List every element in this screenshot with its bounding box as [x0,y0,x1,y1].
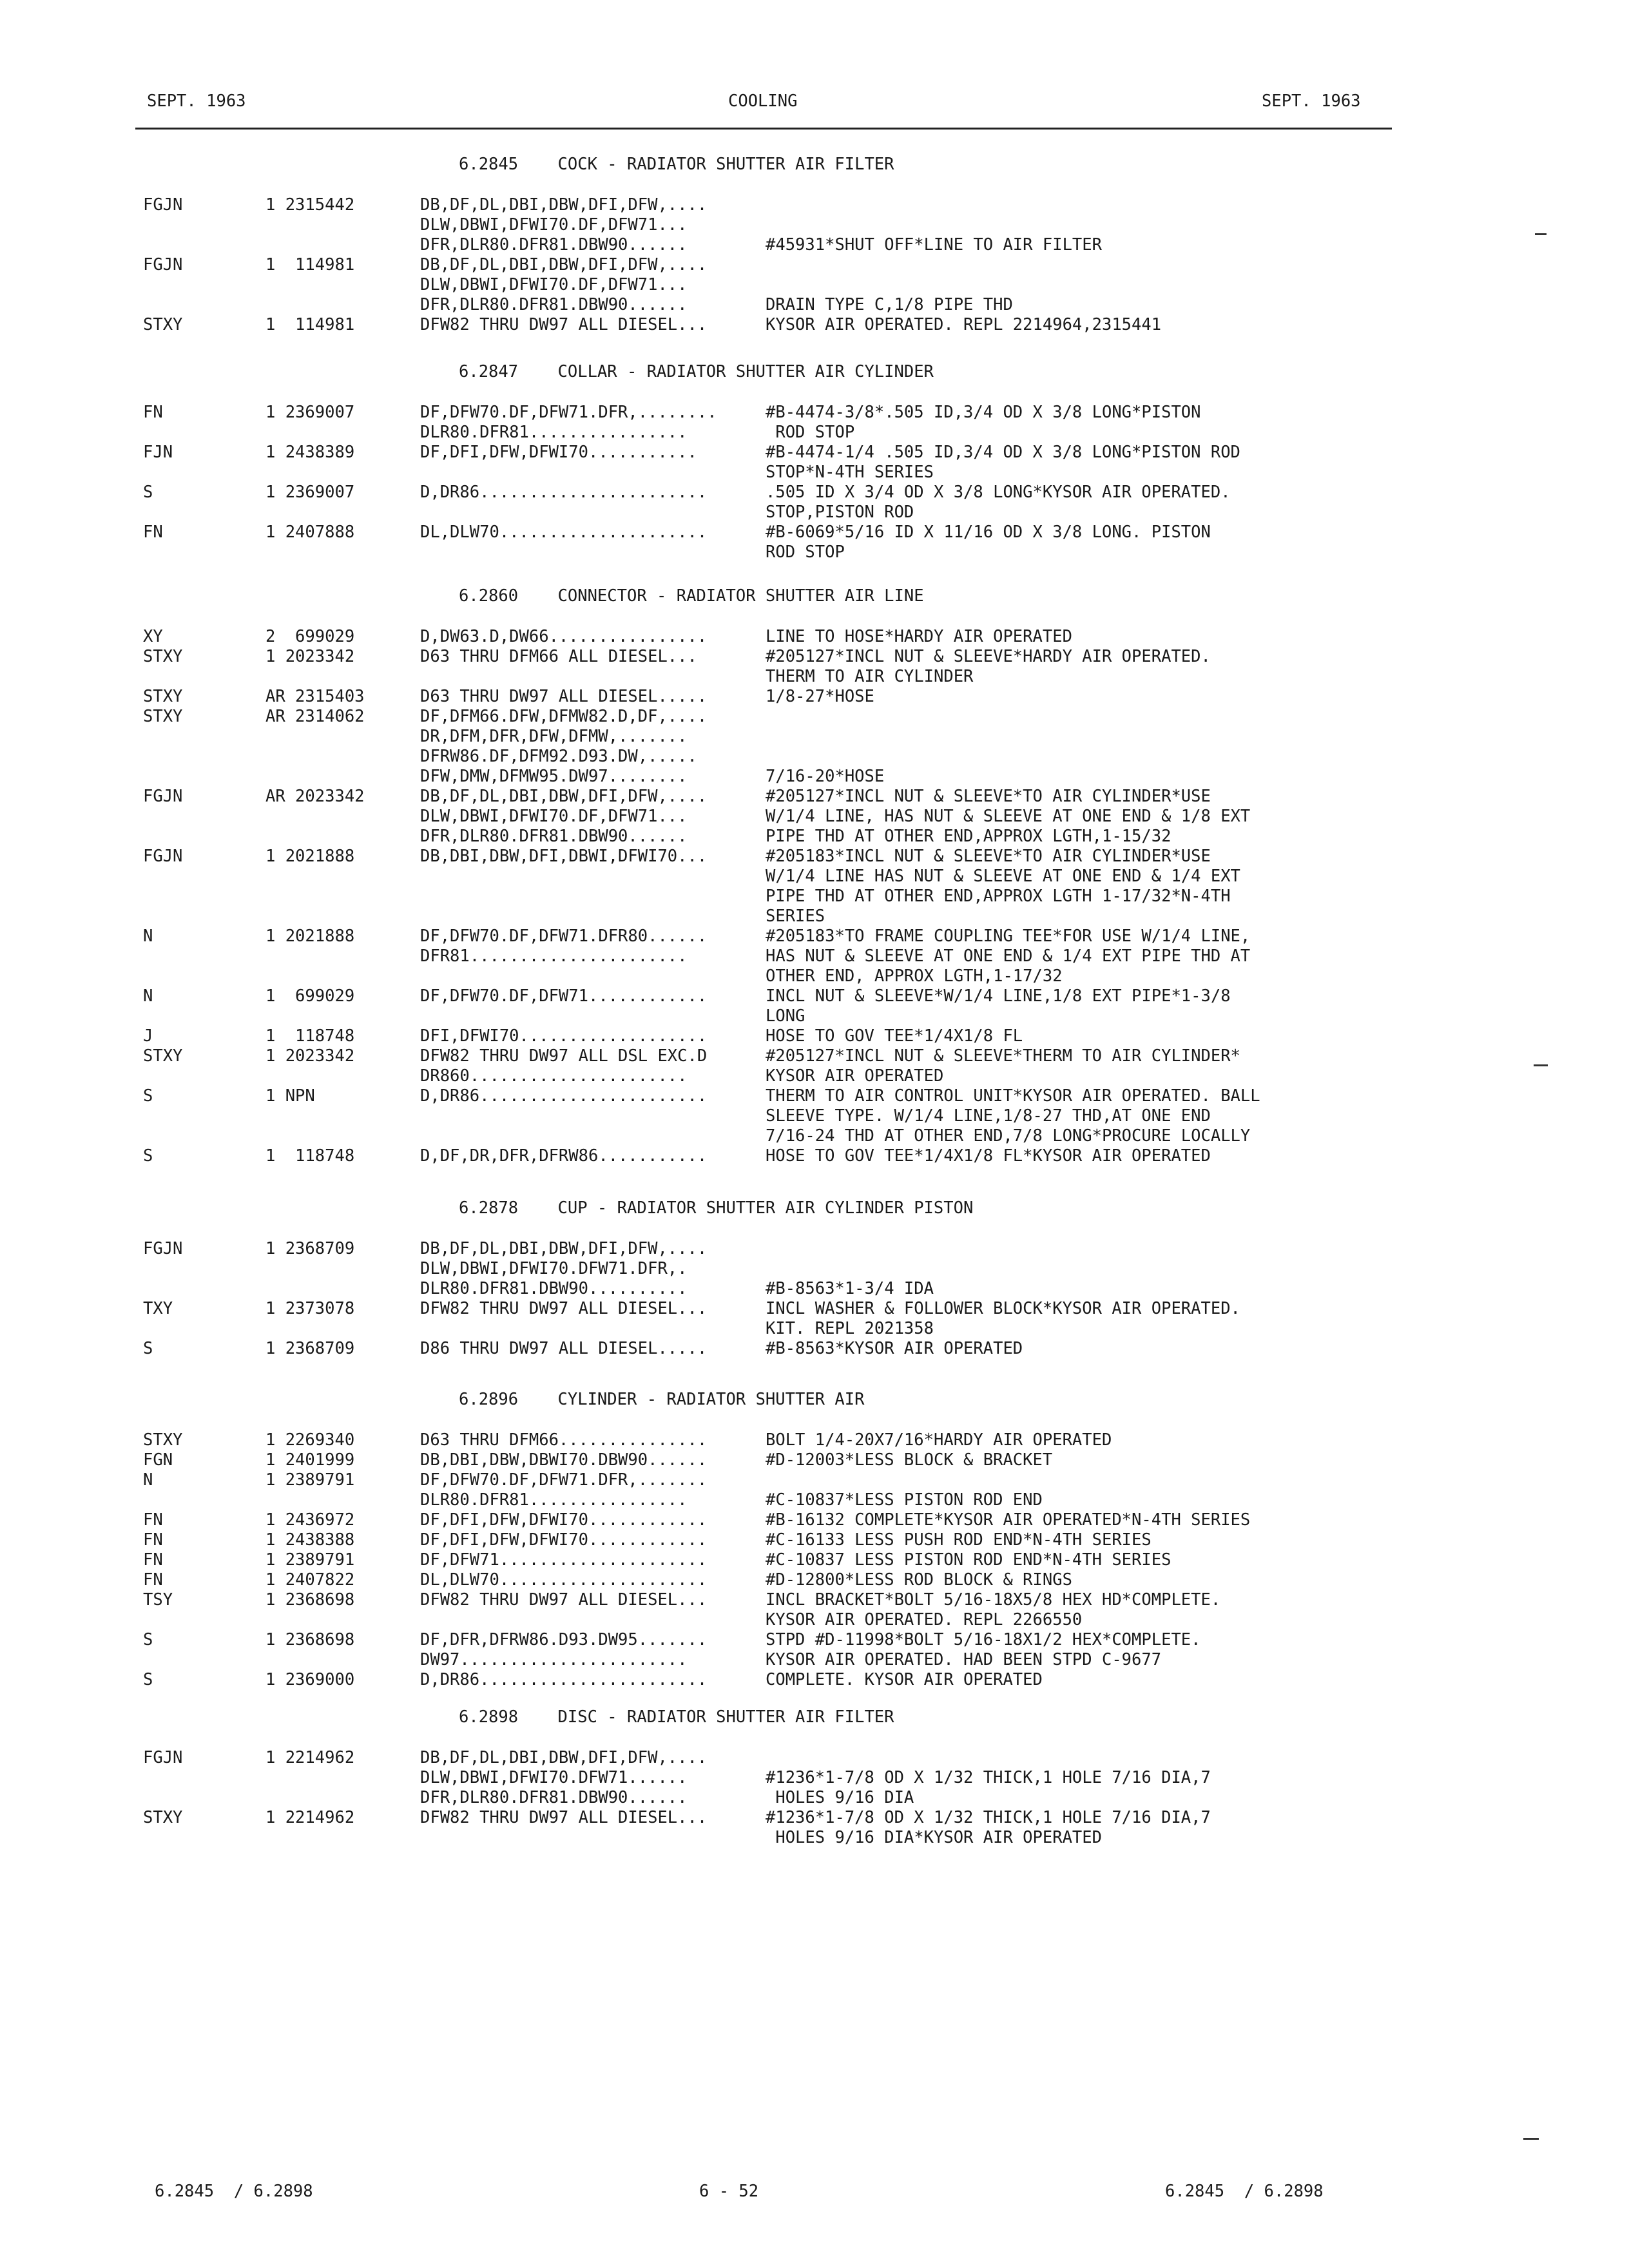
description: THERM TO AIR CYLINDER [766,667,974,686]
model-applicability: DLW,DBWI,DFWI70.DF,DFW71... [420,807,688,826]
quantity-part-number: 1 2368698 [265,1630,355,1649]
model-applicability: DFW82 THRU DW97 ALL DIESEL... [420,1590,708,1610]
quantity-part-number: 1 118748 [265,1146,355,1166]
row-codes: FN [143,403,163,422]
row-codes: S [143,1630,153,1649]
row-codes: FN [143,1550,163,1570]
description: ROD STOP [766,423,855,442]
model-applicability: DB,DBI,DBW,DFI,DBWI,DFWI70... [420,847,708,866]
scan-mark [1534,1064,1548,1066]
model-applicability: DF,DFI,DFW,DFWI70............ [420,1510,708,1530]
model-applicability: DFI,DFWI70................... [420,1026,708,1046]
description: KYSOR AIR OPERATED. REPL 2266550 [766,1610,1083,1629]
row-codes: FGJN [143,195,183,215]
model-applicability: DFR,DLR80.DFR81.DBW90...... [420,827,688,846]
model-applicability: DLR80.DFR81................ [420,423,688,442]
section-title: 6.2898 DISC - RADIATOR SHUTTER AIR FILTER [459,1707,894,1727]
description: SLEEVE TYPE. W/1/4 LINE,1/8-27 THD,AT ONE END [766,1106,1211,1126]
model-applicability: D,DR86....................... [420,1086,708,1106]
row-codes: FGJN [143,787,183,806]
model-applicability: D63 THRU DFM66 ALL DIESEL... [420,647,697,666]
description: STOP,PISTON ROD [766,503,914,522]
quantity-part-number: 1 2315442 [265,195,355,215]
row-codes: STXY [143,1046,183,1066]
model-applicability: DW97....................... [420,1650,688,1669]
row-codes: FN [143,523,163,542]
quantity-part-number: 1 NPN [265,1086,315,1106]
description: HOLES 9/16 DIA*KYSOR AIR OPERATED [766,1828,1102,1847]
model-applicability: DL,DLW70..................... [420,1570,708,1590]
row-codes: N [143,927,153,946]
section-title: 6.2847 COLLAR - RADIATOR SHUTTER AIR CYLINDER [459,362,934,381]
model-applicability: DFW82 THRU DW97 ALL DIESEL... [420,315,708,334]
scan-mark [1535,233,1547,235]
description: PIPE THD AT OTHER END,APPROX LGTH 1-17/32*N-4TH [766,887,1231,906]
quantity-part-number: 1 2214962 [265,1748,355,1767]
row-codes: STXY [143,1430,183,1450]
description: KYSOR AIR OPERATED. HAD BEEN STPD C-9677 [766,1650,1162,1669]
row-codes: STXY [143,647,183,666]
row-codes: FGJN [143,1239,183,1258]
model-applicability: DF,DFW70.DF,DFW71............ [420,986,708,1006]
description: .505 ID X 3/4 OD X 3/8 LONG*KYSOR AIR OPERATED. [766,483,1231,502]
description: BOLT 1/4-20X7/16*HARDY AIR OPERATED [766,1430,1112,1450]
description: THERM TO AIR CONTROL UNIT*KYSOR AIR OPERATED. BALL [766,1086,1260,1106]
quantity-part-number: 1 2373078 [265,1299,355,1318]
quantity-part-number: 1 2436972 [265,1510,355,1530]
model-applicability: DLW,DBWI,DFWI70.DF,DFW71... [420,275,688,294]
footer-page-number: 6 - 52 [699,2182,759,2201]
model-applicability: DF,DFR,DFRW86.D93.DW95....... [420,1630,708,1649]
quantity-part-number: 1 2389791 [265,1550,355,1570]
description: HOLES 9/16 DIA [766,1788,914,1807]
quantity-part-number: 1 2369000 [265,1670,355,1689]
description: 1/8-27*HOSE [766,687,874,706]
description: #205127*INCL NUT & SLEEVE*TO AIR CYLINDER*USE [766,787,1211,806]
description: ROD STOP [766,543,845,562]
quantity-part-number: 1 2023342 [265,1046,355,1066]
row-codes: FGJN [143,1748,183,1767]
model-applicability: DF,DFM66.DFW,DFMW82.D,DF,.... [420,707,708,726]
model-applicability: D,DW63.D,DW66................ [420,627,708,646]
row-codes: S [143,1670,153,1689]
quantity-part-number: 1 114981 [265,315,355,334]
header-section-title: COOLING [728,91,798,111]
quantity-part-number: 1 2438388 [265,1530,355,1550]
quantity-part-number: 1 2021888 [265,927,355,946]
model-applicability: DFR,DLR80.DFR81.DBW90...... [420,235,688,255]
quantity-part-number: 1 2438389 [265,443,355,462]
description: STPD #D-11998*BOLT 5/16-18X1/2 HEX*COMPLETE. [766,1630,1201,1649]
header-date-left: SEPT. 1963 [147,91,246,111]
model-applicability: D63 THRU DFM66............... [420,1430,708,1450]
row-codes: N [143,986,153,1006]
quantity-part-number: 1 2407888 [265,523,355,542]
section-title: 6.2845 COCK - RADIATOR SHUTTER AIR FILTER [459,155,894,174]
row-codes: S [143,1339,153,1358]
description: #205127*INCL NUT & SLEEVE*THERM TO AIR CYLINDER* [766,1046,1240,1066]
row-codes: FN [143,1530,163,1550]
model-applicability: DFRW86.DF,DFM92.D93.DW,..... [420,747,697,766]
description: W/1/4 LINE, HAS NUT & SLEEVE AT ONE END & 1/8 EXT [766,807,1251,826]
quantity-part-number: 1 2368698 [265,1590,355,1610]
description: INCL WASHER & FOLLOWER BLOCK*KYSOR AIR OPERATED. [766,1299,1240,1318]
row-codes: XY [143,627,163,646]
model-applicability: DFW,DMW,DFMW95.DW97........ [420,767,688,786]
quantity-part-number: 1 2369007 [265,403,355,422]
quantity-part-number: 1 2369007 [265,483,355,502]
model-applicability: DFW82 THRU DW97 ALL DSL EXC.D [420,1046,708,1066]
row-codes: S [143,483,153,502]
quantity-part-number: 1 118748 [265,1026,355,1046]
description: #1236*1-7/8 OD X 1/32 THICK,1 HOLE 7/16 DIA,7 [766,1808,1211,1827]
quantity-part-number: 1 2407822 [265,1570,355,1590]
description: #B-4474-3/8*.505 ID,3/4 OD X 3/8 LONG*PISTON [766,403,1201,422]
row-codes: S [143,1146,153,1166]
model-applicability: DB,DF,DL,DBI,DBW,DFI,DFW,.... [420,195,708,215]
description: #B-8563*1-3/4 IDA [766,1279,934,1298]
description: #B-4474-1/4 .505 ID,3/4 OD X 3/8 LONG*PISTON ROD [766,443,1240,462]
model-applicability: DF,DFI,DFW,DFWI70........... [420,443,697,462]
model-applicability: DLW,DBWI,DFWI70.DFW71...... [420,1768,688,1787]
description: #B-8563*KYSOR AIR OPERATED [766,1339,1023,1358]
row-codes: STXY [143,315,183,334]
section-title: 6.2878 CUP - RADIATOR SHUTTER AIR CYLINDER PISTON [459,1198,974,1218]
row-codes: FJN [143,443,173,462]
row-codes: FN [143,1570,163,1590]
row-codes: FN [143,1510,163,1530]
description: #45931*SHUT OFF*LINE TO AIR FILTER [766,235,1102,255]
model-applicability: DF,DFI,DFW,DFWI70............ [420,1530,708,1550]
model-applicability: DR,DFM,DFR,DFW,DFMW,....... [420,727,688,746]
model-applicability: DB,DBI,DBW,DBWI70.DBW90...... [420,1450,708,1470]
quantity-part-number: 1 2368709 [265,1339,355,1358]
description: PIPE THD AT OTHER END,APPROX LGTH,1-15/32 [766,827,1171,846]
description: COMPLETE. KYSOR AIR OPERATED [766,1670,1043,1689]
model-applicability: DR860...................... [420,1066,688,1086]
description: 7/16-20*HOSE [766,767,885,786]
section-title: 6.2896 CYLINDER - RADIATOR SHUTTER AIR [459,1390,865,1409]
header-date-right: SEPT. 1963 [1262,91,1361,111]
row-codes: FGJN [143,255,183,274]
description: #C-16133 LESS PUSH ROD END*N-4TH SERIES [766,1530,1152,1550]
quantity-part-number: AR 2314062 [265,707,365,726]
quantity-part-number: AR 2023342 [265,787,365,806]
row-codes: STXY [143,687,183,706]
quantity-part-number: 2 699029 [265,627,355,646]
footer-range-left: 6.2845 / 6.2898 [155,2182,313,2201]
description: HOSE TO GOV TEE*1/4X1/8 FL*KYSOR AIR OPERATED [766,1146,1211,1166]
row-codes: FGJN [143,847,183,866]
description: #1236*1-7/8 OD X 1/32 THICK,1 HOLE 7/16 DIA,7 [766,1768,1211,1787]
model-applicability: DLR80.DFR81................ [420,1490,688,1510]
description: INCL NUT & SLEEVE*W/1/4 LINE,1/8 EXT PIPE*1-3/8 [766,986,1231,1006]
model-applicability: DB,DF,DL,DBI,DBW,DFI,DFW,.... [420,1239,708,1258]
quantity-part-number: 1 2214962 [265,1808,355,1827]
description: KYSOR AIR OPERATED [766,1066,944,1086]
footer-range-right: 6.2845 / 6.2898 [1165,2182,1324,2201]
row-codes: N [143,1470,153,1490]
row-codes: S [143,1086,153,1106]
description: #C-10837*LESS PISTON ROD END [766,1490,1043,1510]
page-header [0,91,1629,117]
description: #205127*INCL NUT & SLEEVE*HARDY AIR OPERATED. [766,647,1211,666]
description: HAS NUT & SLEEVE AT ONE END & 1/4 EXT PIPE THD AT [766,947,1251,966]
model-applicability: DF,DFW71..................... [420,1550,708,1570]
model-applicability: D,DR86....................... [420,483,708,502]
model-applicability: DLW,DBWI,DFWI70.DF,DFW71... [420,215,688,235]
model-applicability: D86 THRU DW97 ALL DIESEL..... [420,1339,708,1358]
description: LINE TO HOSE*HARDY AIR OPERATED [766,627,1072,646]
description: OTHER END, APPROX LGTH,1-17/32 [766,966,1063,986]
description: KYSOR AIR OPERATED. REPL 2214964,2315441 [766,315,1162,334]
description: INCL BRACKET*BOLT 5/16-18X5/8 HEX HD*COMPLETE. [766,1590,1221,1610]
model-applicability: DF,DFW70.DF,DFW71.DFR,........ [420,403,717,422]
model-applicability: D,DF,DR,DFR,DFRW86........... [420,1146,708,1166]
description: KIT. REPL 2021358 [766,1319,934,1338]
model-applicability: DLR80.DFR81.DBW90.......... [420,1279,688,1298]
quantity-part-number: 1 114981 [265,255,355,274]
model-applicability: DF,DFW70.DF,DFW71.DFR,....... [420,1470,708,1490]
model-applicability: DB,DF,DL,DBI,DBW,DFI,DFW,.... [420,787,708,806]
model-applicability: DFR,DLR80.DFR81.DBW90...... [420,295,688,314]
model-applicability: DFR,DLR80.DFR81.DBW90...... [420,1788,688,1807]
description: #205183*TO FRAME COUPLING TEE*FOR USE W/1/4 LINE, [766,927,1251,946]
description: LONG [766,1006,805,1026]
description: #205183*INCL NUT & SLEEVE*TO AIR CYLINDER*USE [766,847,1211,866]
row-codes: STXY [143,1808,183,1827]
quantity-part-number: 1 2269340 [265,1430,355,1450]
row-codes: J [143,1026,153,1046]
description: SERIES [766,907,825,926]
model-applicability: DLW,DBWI,DFWI70.DFW71.DFR,. [420,1259,688,1278]
description: #D-12003*LESS BLOCK & BRACKET [766,1450,1053,1470]
description: STOP*N-4TH SERIES [766,463,934,482]
description: #B-16132 COMPLETE*KYSOR AIR OPERATED*N-4TH SERIES [766,1510,1251,1530]
scan-mark [1523,2138,1539,2140]
model-applicability: DF,DFW70.DF,DFW71.DFR80...... [420,927,708,946]
description: #C-10837 LESS PISTON ROD END*N-4TH SERIES [766,1550,1171,1570]
model-applicability: D63 THRU DW97 ALL DIESEL..... [420,687,708,706]
model-applicability: DFW82 THRU DW97 ALL DIESEL... [420,1299,708,1318]
quantity-part-number: 1 2401999 [265,1450,355,1470]
section-title: 6.2860 CONNECTOR - RADIATOR SHUTTER AIR LINE [459,586,924,606]
quantity-part-number: 1 2389791 [265,1470,355,1490]
description: DRAIN TYPE C,1/8 PIPE THD [766,295,1013,314]
model-applicability: DFW82 THRU DW97 ALL DIESEL... [420,1808,708,1827]
quantity-part-number: AR 2315403 [265,687,365,706]
row-codes: FGN [143,1450,173,1470]
page-footer [0,2182,1629,2207]
model-applicability: DFR81...................... [420,947,688,966]
model-applicability: DB,DF,DL,DBI,DBW,DFI,DFW,.... [420,1748,708,1767]
row-codes: STXY [143,707,183,726]
model-applicability: DL,DLW70..................... [420,523,708,542]
model-applicability: DB,DF,DL,DBI,DBW,DFI,DFW,.... [420,255,708,274]
quantity-part-number: 1 2023342 [265,647,355,666]
model-applicability: D,DR86....................... [420,1670,708,1689]
description: 7/16-24 THD AT OTHER END,7/8 LONG*PROCURE LOCALLY [766,1126,1251,1146]
description: HOSE TO GOV TEE*1/4X1/8 FL [766,1026,1023,1046]
quantity-part-number: 1 699029 [265,986,355,1006]
description: W/1/4 LINE HAS NUT & SLEEVE AT ONE END & 1/4 EXT [766,867,1240,886]
header-rule [135,128,1392,130]
quantity-part-number: 1 2021888 [265,847,355,866]
row-codes: TSY [143,1590,173,1610]
row-codes: TXY [143,1299,173,1318]
quantity-part-number: 1 2368709 [265,1239,355,1258]
description: #D-12800*LESS ROD BLOCK & RINGS [766,1570,1072,1590]
description: #B-6069*5/16 ID X 11/16 OD X 3/8 LONG. PISTON [766,523,1211,542]
